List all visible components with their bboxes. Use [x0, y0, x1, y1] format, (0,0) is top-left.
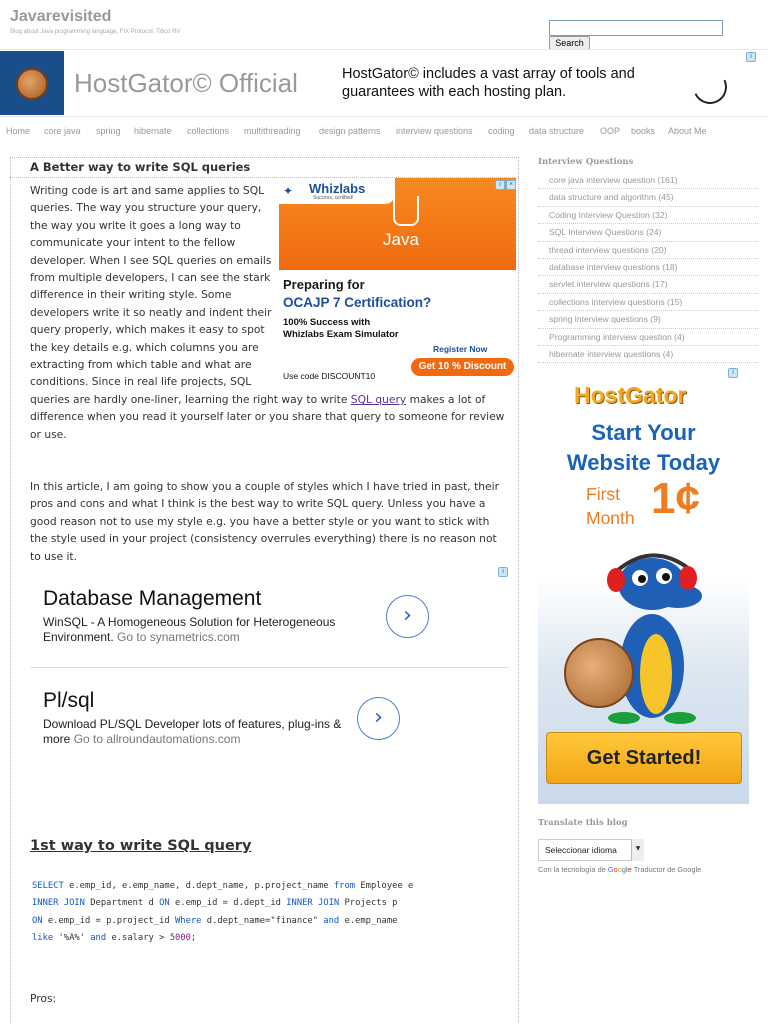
get-started-button[interactable]: Get Started! — [546, 732, 742, 784]
code-text: ; — [190, 933, 197, 944]
ad-headline — [538, 418, 749, 478]
sidebar-item-data-structure[interactable]: data structure and algorithm (45) — [538, 189, 758, 206]
code-keyword: and — [90, 933, 107, 944]
nav-collections[interactable]: collections — [187, 126, 230, 136]
code-text: Department d — [84, 898, 160, 909]
paragraph-text: makes a lot of difference when you read it yourself later or you share that query to someone for review or use. — [30, 393, 505, 441]
code-keyword: SELECT — [32, 881, 64, 891]
java-label: Java — [383, 230, 419, 249]
sidebar-item-sql[interactable]: SQL Interview Questions (24) — [538, 224, 758, 241]
whizlabs-tagline: Success, certified! — [313, 195, 354, 201]
whizlabs-ad[interactable] — [279, 178, 516, 386]
coin-icon — [16, 68, 48, 100]
nav-about-me[interactable]: About Me — [668, 126, 707, 136]
code-keyword: like — [32, 933, 54, 944]
ad-simulator-line: Whizlabs Exam Simulator — [283, 329, 399, 340]
post-paragraph: In this article, I am going to show you a couple of styles which I have tried in past, their pros and cons and what I think is the best way to write SQL query. Unless you have a good reason not to use my style e.g. you have a better style or you want to stick with the style used in your project (consistency overrules everything) there is no reason not to use it. — [30, 480, 499, 563]
code-text: d.dept_name="finance" — [201, 915, 324, 926]
hostgator-logo: HostGator — [574, 382, 687, 408]
adchoices-icon[interactable]: i — [495, 180, 505, 190]
blog-description: Blog about Java programming language, FIX Protocol, Tibco RV — [10, 29, 181, 35]
whizlabs-logo — [279, 178, 395, 204]
ad-headline-line: Website Today — [566, 450, 721, 475]
sidebar-heading: Interview Questions — [538, 157, 634, 167]
nav-spring[interactable]: spring — [96, 126, 121, 136]
register-now-link[interactable]: Register Now — [433, 344, 488, 354]
whizlabs-w-icon: ✦ — [283, 184, 294, 198]
sql-query-link[interactable]: SQL query — [350, 393, 407, 406]
nav-multithreading[interactable]: multithreading — [244, 126, 301, 136]
code-keyword: INNER JOIN — [286, 898, 340, 909]
blog-title[interactable]: Javarevisited — [10, 8, 112, 25]
ad-price: 1¢ — [651, 474, 700, 523]
top-banner-ad[interactable] — [0, 49, 768, 117]
adchoices-icon[interactable]: i — [728, 368, 738, 378]
text-ad-desc-text: WinSQL - A Homogeneous Solution for Heterogeneous Environment. — [43, 615, 336, 644]
ad-success-text — [283, 317, 399, 341]
ad-certification: OCAJP 7 Certification? — [283, 295, 432, 310]
nav-design-patterns[interactable]: design patterns — [319, 126, 381, 136]
text-ad-desc-text: Download PL/SQL Developer lots of features, plug-ins & more — [43, 717, 342, 746]
discount-code: Use code DISCOUNT10 — [283, 371, 376, 381]
text-ad-title[interactable]: Database Management — [43, 587, 262, 610]
search-button[interactable]: Search — [549, 36, 590, 50]
nav-data-structure[interactable]: data structure — [529, 126, 585, 136]
top-ad-text[interactable]: HostGator© includes a vast array of tools and guarantees with each hosting plan. — [342, 66, 635, 100]
code-text: e.emp_name — [339, 915, 398, 926]
sidebar-item-programming[interactable]: Programming interview question (4) — [538, 329, 758, 346]
search-input[interactable] — [549, 20, 723, 36]
powered-by-google[interactable] — [538, 865, 701, 874]
nav-books[interactable]: books — [631, 126, 656, 136]
whizlabs-logo-text: Whizlabs — [309, 181, 366, 196]
ad-offer-line: Month — [586, 508, 635, 528]
ad-offer-text — [586, 482, 635, 530]
nav-hibernate[interactable]: hibernate — [134, 126, 172, 136]
sidebar-item-collections[interactable]: collections interview questions (15) — [538, 294, 758, 311]
nav-core-java[interactable]: core java — [44, 126, 81, 136]
text-ad-title[interactable]: Pl/sql — [43, 689, 95, 712]
top-ad-brand[interactable]: HostGator© Official — [74, 68, 298, 98]
sidebar-item-database[interactable]: database interview questions (18) — [538, 259, 758, 276]
powered-suffix[interactable]: Traductor de Google — [633, 865, 702, 874]
pros-label: Pros: — [30, 992, 57, 1005]
sql-code-block — [32, 878, 413, 948]
paragraph-text: queries are hardly one-liner, learning the right way to write — [30, 393, 351, 406]
google-logo-icon: Google — [607, 865, 632, 874]
code-text: e.emp_id = p.project_id — [42, 915, 175, 926]
code-keyword: INNER JOIN — [32, 898, 85, 909]
close-ad-icon[interactable]: × — [506, 180, 516, 190]
code-number: 5000 — [169, 933, 191, 944]
chevron-down-icon[interactable]: ▼ — [631, 839, 644, 861]
sidebar-item-coding[interactable]: Coding Interview Question (32) — [538, 207, 758, 224]
code-keyword: from — [333, 881, 356, 891]
translate-heading: Translate this blog — [538, 818, 628, 828]
code-string: '%A%' — [53, 933, 91, 944]
sidebar-item-servlet[interactable]: servlet interview questions (17) — [538, 276, 758, 293]
code-keyword: ON — [32, 915, 43, 926]
post-title[interactable]: A Better way to write SQL queries — [30, 160, 251, 174]
ad-headline: Preparing for — [283, 277, 365, 292]
ad-success-line: 100% Success with — [283, 317, 371, 328]
sidebar-item-core-java[interactable]: core java interview question (161) — [538, 172, 758, 189]
adchoices-icon[interactable]: i — [746, 52, 756, 62]
post-paragraph-continued — [30, 391, 508, 443]
code-keyword: Where — [175, 915, 202, 926]
code-keyword: and — [323, 915, 340, 926]
post-paragraph: Writing code is art and same applies to SQL queries. The way you structure your query, the way you write it goes a long way to communicate your intent to the fellow developer. When I see SQL queries on emails from multiple developers, I can see the stark difference in their writing style. Some developers write it so neatly and indent their query properly, which makes it easy to spot the key details e.g. which columns you are extracting from which table and what are conditions. Since in real life projects, SQL — [30, 184, 272, 389]
chevron-right-icon[interactable]: › — [357, 697, 400, 740]
code-keyword: ON — [159, 898, 170, 909]
nav-interview-questions[interactable]: interview questions — [396, 126, 473, 136]
text-ad-description[interactable] — [43, 615, 361, 645]
text-ad-description[interactable] — [43, 717, 361, 747]
loading-spinner-icon — [688, 65, 732, 109]
divider — [30, 667, 509, 668]
ad-headline-line: Start Your — [591, 420, 696, 445]
nav-coding[interactable]: coding — [488, 126, 515, 136]
nav-home[interactable]: Home — [6, 126, 31, 136]
sidebar-item-thread[interactable]: thread interview questions (20) — [538, 242, 758, 259]
ad-offer-line: First — [586, 484, 621, 504]
text-ad-url[interactable]: Go to synametrics.com — [117, 630, 240, 644]
code-text: e.emp_id, e.emp_name, d.dept_name, p.project_name — [63, 881, 334, 891]
language-select[interactable]: Seleccionar idioma — [538, 839, 644, 861]
adchoices-icon[interactable]: i — [498, 567, 508, 577]
code-text: Projects p — [339, 898, 398, 909]
hostgator-side-ad[interactable] — [538, 366, 749, 804]
coin-icon — [564, 638, 634, 708]
powered-prefix: Con la tecnología de — [538, 865, 606, 874]
code-text: e.salary > — [106, 933, 170, 944]
chevron-right-icon[interactable]: › — [386, 595, 429, 638]
code-text: Employee e — [355, 881, 414, 891]
sidebar-item-spring[interactable]: spring interview questions (9) — [538, 311, 758, 328]
discount-button[interactable]: Get 10 % Discount — [411, 358, 514, 376]
sidebar-item-hibernate[interactable]: hibernate interview questions (4) — [538, 346, 758, 363]
hostgator-logo-image[interactable] — [0, 51, 64, 115]
main-nav — [0, 126, 768, 140]
nav-oop[interactable]: OOP — [600, 126, 621, 136]
code-text: e.emp_id = d.dept_id — [169, 898, 287, 909]
java-cup-icon — [393, 196, 419, 226]
text-ad-url[interactable]: Go to allroundautomations.com — [73, 732, 241, 746]
section-heading: 1st way to write SQL query — [30, 838, 252, 854]
